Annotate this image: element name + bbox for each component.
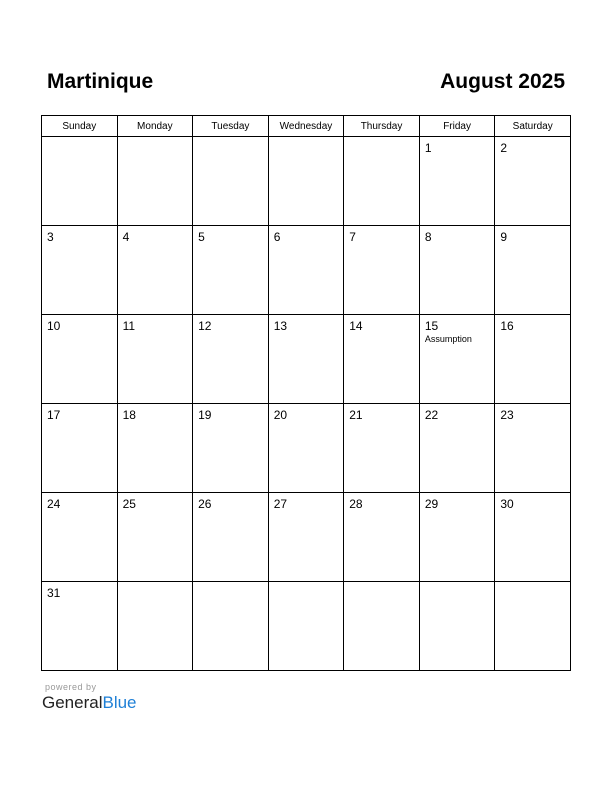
day-number: 9: [500, 230, 508, 244]
day-cell: [419, 404, 495, 493]
day-number: 29: [424, 497, 439, 511]
day-cell: [495, 493, 571, 582]
day-number: 13: [273, 319, 288, 333]
day-number: 21: [349, 408, 363, 422]
day-number: 11: [122, 319, 136, 333]
holiday-label: Assumption: [424, 334, 472, 344]
day-number: 3: [47, 230, 54, 244]
day-cell: [344, 226, 420, 315]
day-cell: [117, 226, 193, 315]
day-number: 5: [198, 230, 205, 244]
day-cell: [117, 315, 193, 404]
weekday-header: Sunday: [42, 116, 118, 137]
powered-by-label: powered by: [45, 682, 97, 692]
weekday-header: Saturday: [495, 116, 571, 137]
day-cell: [268, 404, 344, 493]
day-number: [344, 137, 419, 142]
day-cell: [268, 315, 344, 404]
day-number: 18: [122, 408, 136, 422]
day-cell: [193, 493, 269, 582]
week-row: [42, 493, 571, 582]
day-cell: [268, 226, 344, 315]
day-number: 28: [349, 497, 363, 511]
day-number: 4: [122, 230, 130, 244]
day-cell: [495, 404, 571, 493]
day-cell: [495, 315, 571, 404]
day-number: 22: [424, 408, 439, 422]
week-row: [42, 137, 571, 226]
day-cell: [117, 493, 193, 582]
brand-general-text: General: [42, 693, 103, 712]
day-number: 23: [500, 408, 514, 422]
day-cell: [344, 493, 420, 582]
day-number: 20: [273, 408, 288, 422]
day-cell: [495, 582, 571, 671]
day-cell: [344, 137, 420, 226]
day-number: 8: [424, 230, 432, 244]
day-cell: [268, 137, 344, 226]
day-number: [118, 137, 193, 142]
weekday-header: Wednesday: [268, 116, 344, 137]
day-cell: [42, 315, 118, 404]
day-number: 17: [47, 408, 61, 422]
day-number: 10: [47, 319, 61, 333]
week-row: [42, 404, 571, 493]
day-cell: [117, 404, 193, 493]
day-number: 6: [273, 230, 281, 244]
day-cell: [268, 493, 344, 582]
week-row: [42, 582, 571, 671]
day-number: 15: [424, 319, 439, 333]
calendar-grid: [41, 115, 571, 671]
day-cell: [344, 315, 420, 404]
calendar-month-title: August 2025: [440, 70, 565, 93]
day-number: 31: [47, 586, 61, 600]
day-cell: [117, 582, 193, 671]
day-cell: [268, 582, 344, 671]
day-number: [42, 137, 117, 142]
day-number: [344, 582, 419, 587]
day-number: 25: [122, 497, 136, 511]
day-cell: [42, 404, 118, 493]
day-cell: [419, 137, 495, 226]
day-cell: [42, 137, 118, 226]
weekday-header: Friday: [419, 116, 495, 137]
weekday-header: Monday: [117, 116, 193, 137]
day-cell: [117, 137, 193, 226]
day-number: 19: [198, 408, 212, 422]
day-number: 2: [500, 141, 508, 155]
weekday-header-row: [42, 116, 571, 137]
day-number: 30: [500, 497, 514, 511]
generalblue-logo-link[interactable]: [42, 693, 137, 713]
day-number: [193, 582, 268, 587]
day-cell: [42, 226, 118, 315]
day-number: 1: [424, 141, 432, 155]
day-cell: [193, 226, 269, 315]
day-cell: [419, 493, 495, 582]
day-number: [420, 582, 495, 587]
day-cell: [42, 582, 118, 671]
day-cell: [42, 493, 118, 582]
day-cell: [193, 315, 269, 404]
weekday-header: Tuesday: [193, 116, 269, 137]
day-cell: [344, 582, 420, 671]
day-number: [269, 137, 344, 142]
week-row: [42, 226, 571, 315]
day-number: 16: [500, 319, 514, 333]
day-cell: [419, 582, 495, 671]
day-cell: [344, 404, 420, 493]
day-number: [118, 582, 193, 587]
day-cell: [193, 137, 269, 226]
day-cell: [419, 226, 495, 315]
day-number: [193, 137, 268, 142]
week-row: [42, 315, 571, 404]
day-number: 7: [349, 230, 356, 244]
day-number: [495, 582, 570, 587]
day-cell: [495, 137, 571, 226]
day-number: 24: [47, 497, 61, 511]
day-number: 14: [349, 319, 363, 333]
day-number: 26: [198, 497, 212, 511]
weekday-header: Thursday: [344, 116, 420, 137]
day-cell: [495, 226, 571, 315]
day-cell: [419, 315, 495, 404]
day-number: 27: [273, 497, 288, 511]
day-cell: [193, 404, 269, 493]
day-number: 12: [198, 319, 212, 333]
day-cell: [193, 582, 269, 671]
day-number: [269, 582, 344, 587]
calendar-region-title: Martinique: [47, 70, 154, 93]
brand-blue-text: Blue: [102, 693, 137, 712]
